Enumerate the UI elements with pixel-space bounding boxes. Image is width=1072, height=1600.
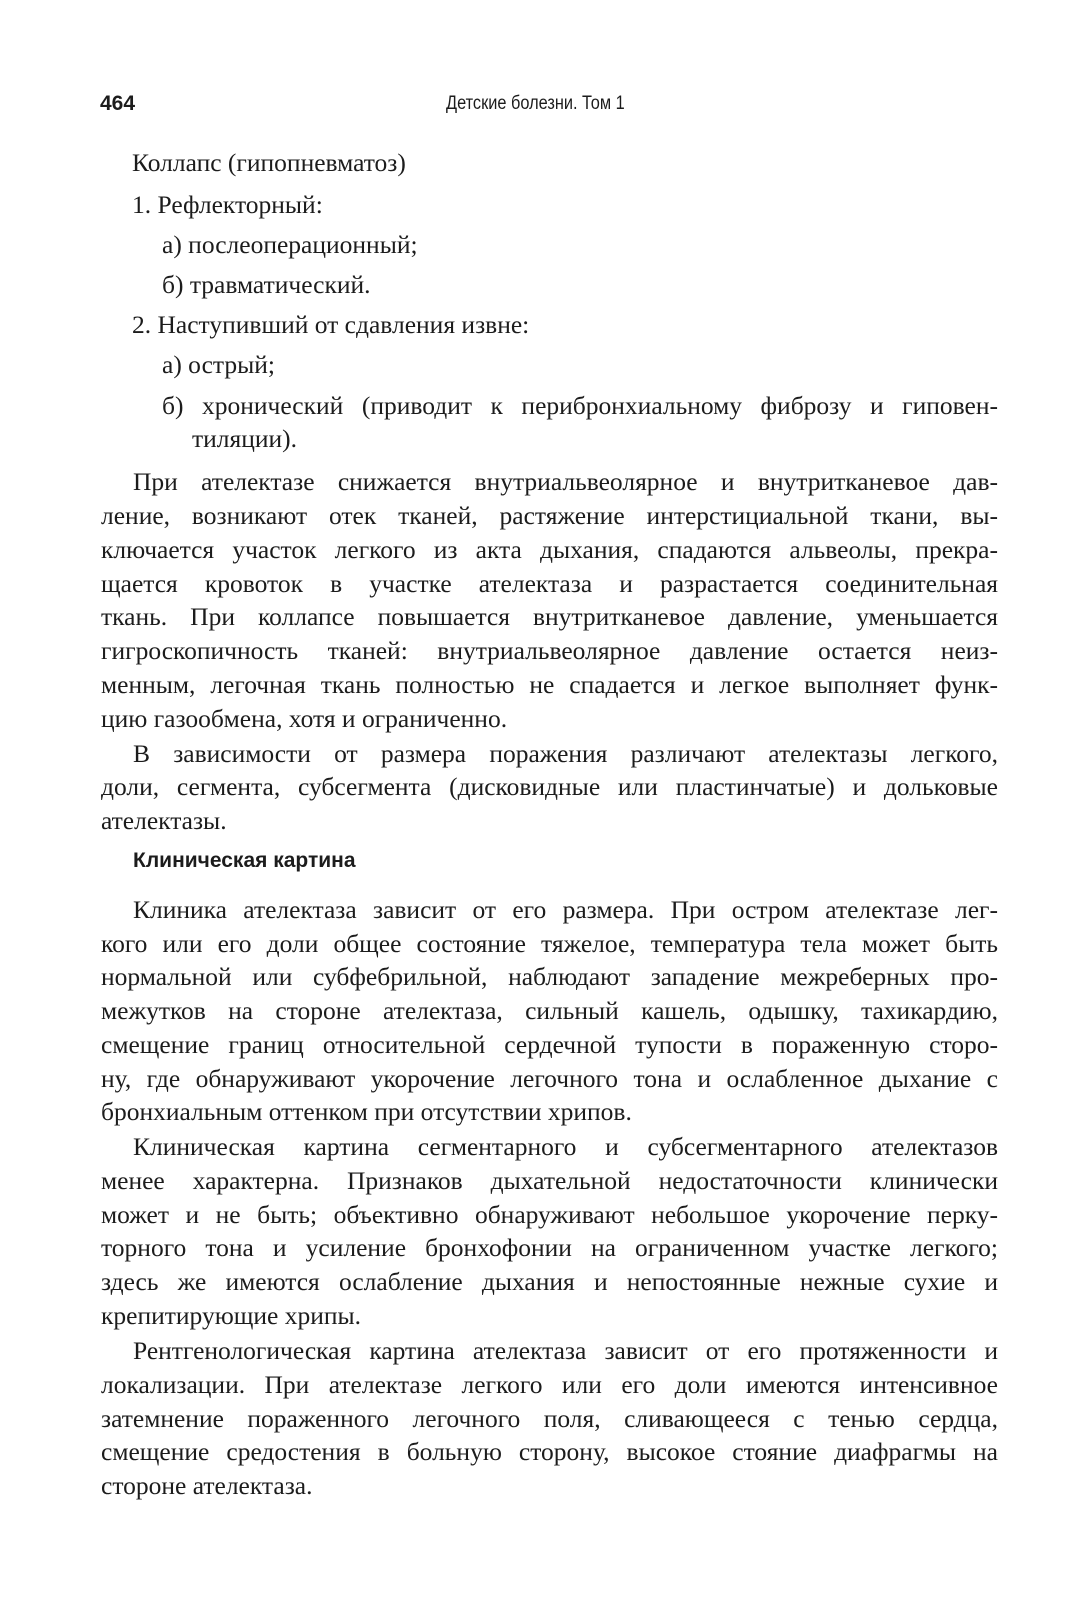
text-line: межутков на стороне ателектаза, сильный кашель, одышку, тахикардию, <box>101 996 998 1025</box>
list-subitem: б) травматический. <box>162 270 371 299</box>
text-line: гигроскопичность тканей: внутриальвеолярное давление остается неиз- <box>101 636 998 665</box>
text-line: ключается участок легкого из акта дыхания, спадаются альвеолы, прекра- <box>101 535 998 564</box>
text-line: цию газообмена, хотя и ограниченно. <box>101 704 508 733</box>
text-line: торного тона и усиление бронхофонии на ограниченном участке легкого; <box>101 1233 998 1262</box>
text-line: крепитирующие хрипы. <box>101 1301 362 1330</box>
text-line: ателектазы. <box>101 806 227 835</box>
list-item: 2. Наступивший от сдавления извне: <box>132 310 530 339</box>
text-line: затемнение пораженного легочного поля, сливающееся с тенью сердца, <box>101 1404 998 1433</box>
text-line: кого или его доли общее состояние тяжелое, температура тела может быть <box>101 929 998 958</box>
section-heading: Клиническая картина <box>133 849 356 872</box>
text-line: Клиническая картина сегментарного и субсегментарного ателектазов <box>133 1132 998 1161</box>
text-line: смещение границ относительной сердечной тупости в пораженную сторо- <box>101 1030 998 1059</box>
list-subitem: а) послеоперационный; <box>162 230 418 259</box>
text-line: менным, легочная ткань полностью не спадается и легкое выполняет функ- <box>101 670 998 699</box>
text-line: ткань. При коллапсе повышается внутритканевое давление, уменьшается <box>101 602 998 631</box>
list-subitem: а) острый; <box>162 350 275 379</box>
text-line: ление, возникают отек тканей, растяжение интерстициальной ткани, вы- <box>101 501 998 530</box>
text-line: бронхиальным оттенком при отсутствии хрипов. <box>101 1097 632 1126</box>
book-title: Детские болезни. Том 1 <box>446 93 625 114</box>
list-subitem-continuation: тиляции). <box>192 424 298 453</box>
text-line: нормальной или субфебрильной, наблюдают западение межреберных про- <box>101 962 998 991</box>
text-line: щается кровоток в участке ателектаза и разрастается соединительная <box>101 569 998 598</box>
text-line: менее характерна. Признаков дыхательной недостаточности клинически <box>101 1166 998 1195</box>
text-line: При ателектазе снижается внутриальвеолярное и внутритканевое дав- <box>133 467 998 496</box>
text-line: ну, где обнаруживают укорочение легочного тона и ослабленное дыхание с <box>101 1064 998 1093</box>
running-head <box>100 92 1000 122</box>
page-number: 464 <box>100 92 136 115</box>
text-line: В зависимости от размера поражения различают ателектазы легкого, <box>133 739 998 768</box>
text-line: Клиника ателектаза зависит от его размера. При остром ателектазе лег- <box>133 895 998 924</box>
text-line: стороне ателектаза. <box>101 1471 313 1500</box>
text-line: смещение средостения в больную сторону, высокое стояние диафрагмы на <box>101 1437 998 1466</box>
text-line: может и не быть; объективно обнаруживают небольшое укорочение перку- <box>101 1200 998 1229</box>
list-item: 1. Рефлекторный: <box>132 190 323 219</box>
text-line: доли, сегмента, субсегмента (дисковидные или пластинчатые) и дольковые <box>101 772 998 801</box>
text-line: здесь же имеются ослабление дыхания и непостоянные нежные сухие и <box>101 1267 998 1296</box>
text-line: Рентгенологическая картина ателектаза зависит от его протяженности и <box>133 1336 998 1365</box>
list-subitem: б) хронический (приводит к перибронхиальному фиброзу и гиповен- <box>162 391 998 420</box>
classification-title: Коллапс (гипопневматоз) <box>132 148 406 177</box>
text-line: локализации. При ателектазе легкого или его доли имеются интенсивное <box>101 1370 998 1399</box>
